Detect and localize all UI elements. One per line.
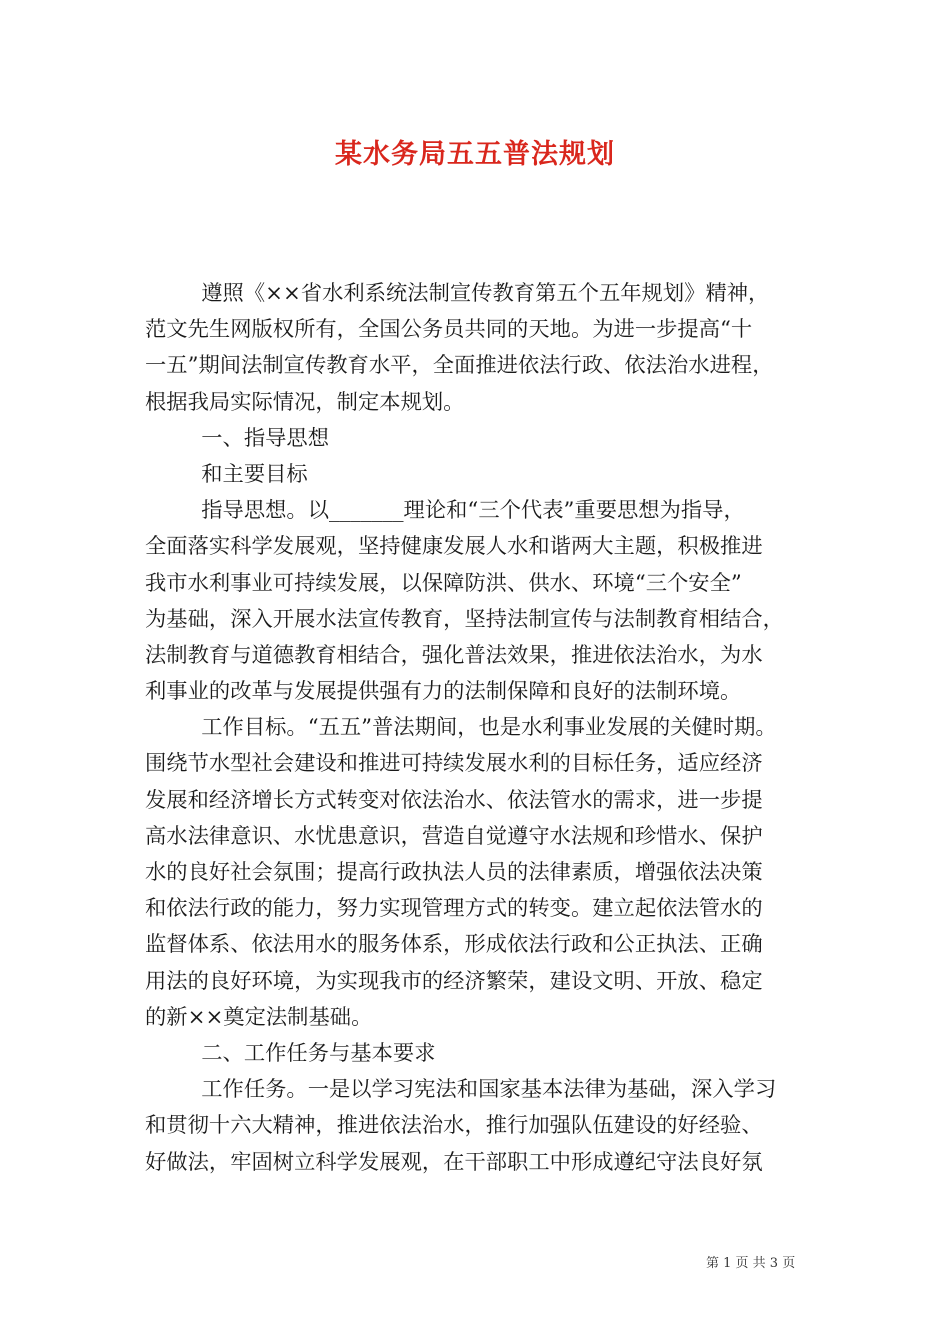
text-line: 围绕节水型社会建设和推进可持续发展水利的目标任务，适应经济 [145,751,763,777]
text-line: 遵照《××省水利系统法制宣传教育第五个五年规划》精神， [201,281,770,306]
text-line: 好做法，牢固树立科学发展观，在干部职工中形成遵纪守法良好氛 [145,1149,763,1175]
text-line: 利事业的改革与发展提供强有力的法制保障和良好的法制环境。 [145,679,742,705]
text-line: 一五”期间法制宣传教育水平，全面推进依法行政、依法治水进程， [145,353,774,379]
text-line: 发展和经济增长方式转变对依法治水、依法管水的需求，进一步提 [145,787,763,813]
text-line: 工作任务。一是以学习宪法和国家基本法律为基础，深入学习 [201,1077,777,1103]
text-line: 范文先生网版权所有，全国公务员共同的天地。为进一步提高“十 [145,317,753,343]
document-body [145,276,835,1181]
text-line: 二、工作任务与基本要求 [201,1040,436,1066]
text-line: 和依法行政的能力，努力实现管理方式的转变。建立起依法管水的 [145,896,763,922]
text-line: 和贯彻十六大精神，推进依法治水，推行加强队伍建设的好经验、 [145,1113,763,1139]
text-line: 的新××奠定法制基础。 [145,1004,373,1030]
text-line: 高水法律意识、水忧患意识，营造自觉遵守水法规和珍惜水、保护 [145,823,763,849]
text-line: 指导思想。以_______理论和“三个代表”重要思想为指导， [201,498,745,524]
text-line: 为基础，深入开展水法宣传教育，坚持法制宣传与法制教育相结合， [145,606,784,632]
text-line: 一、指导思想 [201,425,330,451]
text-line: 我市水利事业可持续发展，以保障防洪、供水、环境“三个安全” [145,570,742,596]
text-line: 工作目标。“五五”普法期间，也是水利事业发展的关健时期。 [201,715,777,741]
page-title: 某水务局五五普法规划 [335,139,615,170]
text-line: 法制教育与道德教育相结合，强化普法效果，推进依法治水，为水 [145,642,763,668]
text-line: 全面落实科学发展观，坚持健康发展人水和谐两大主题，积极推进 [145,534,763,560]
text-line: 和主要目标 [201,461,308,487]
text-line: 用法的良好环境，为实现我市的经济繁荣，建设文明、开放、稳定 [145,968,763,994]
text-line: 监督体系、依法用水的服务体系，形成依法行政和公正执法、正确 [145,932,763,958]
text-line: 水的良好社会氛围；提高行政执法人员的法律素质，增强依法决策 [145,860,763,885]
text-line: 根据我局实际情况，制定本规划。 [145,389,465,415]
page-footer: 第 1 页 共 3 页 [706,1256,796,1271]
